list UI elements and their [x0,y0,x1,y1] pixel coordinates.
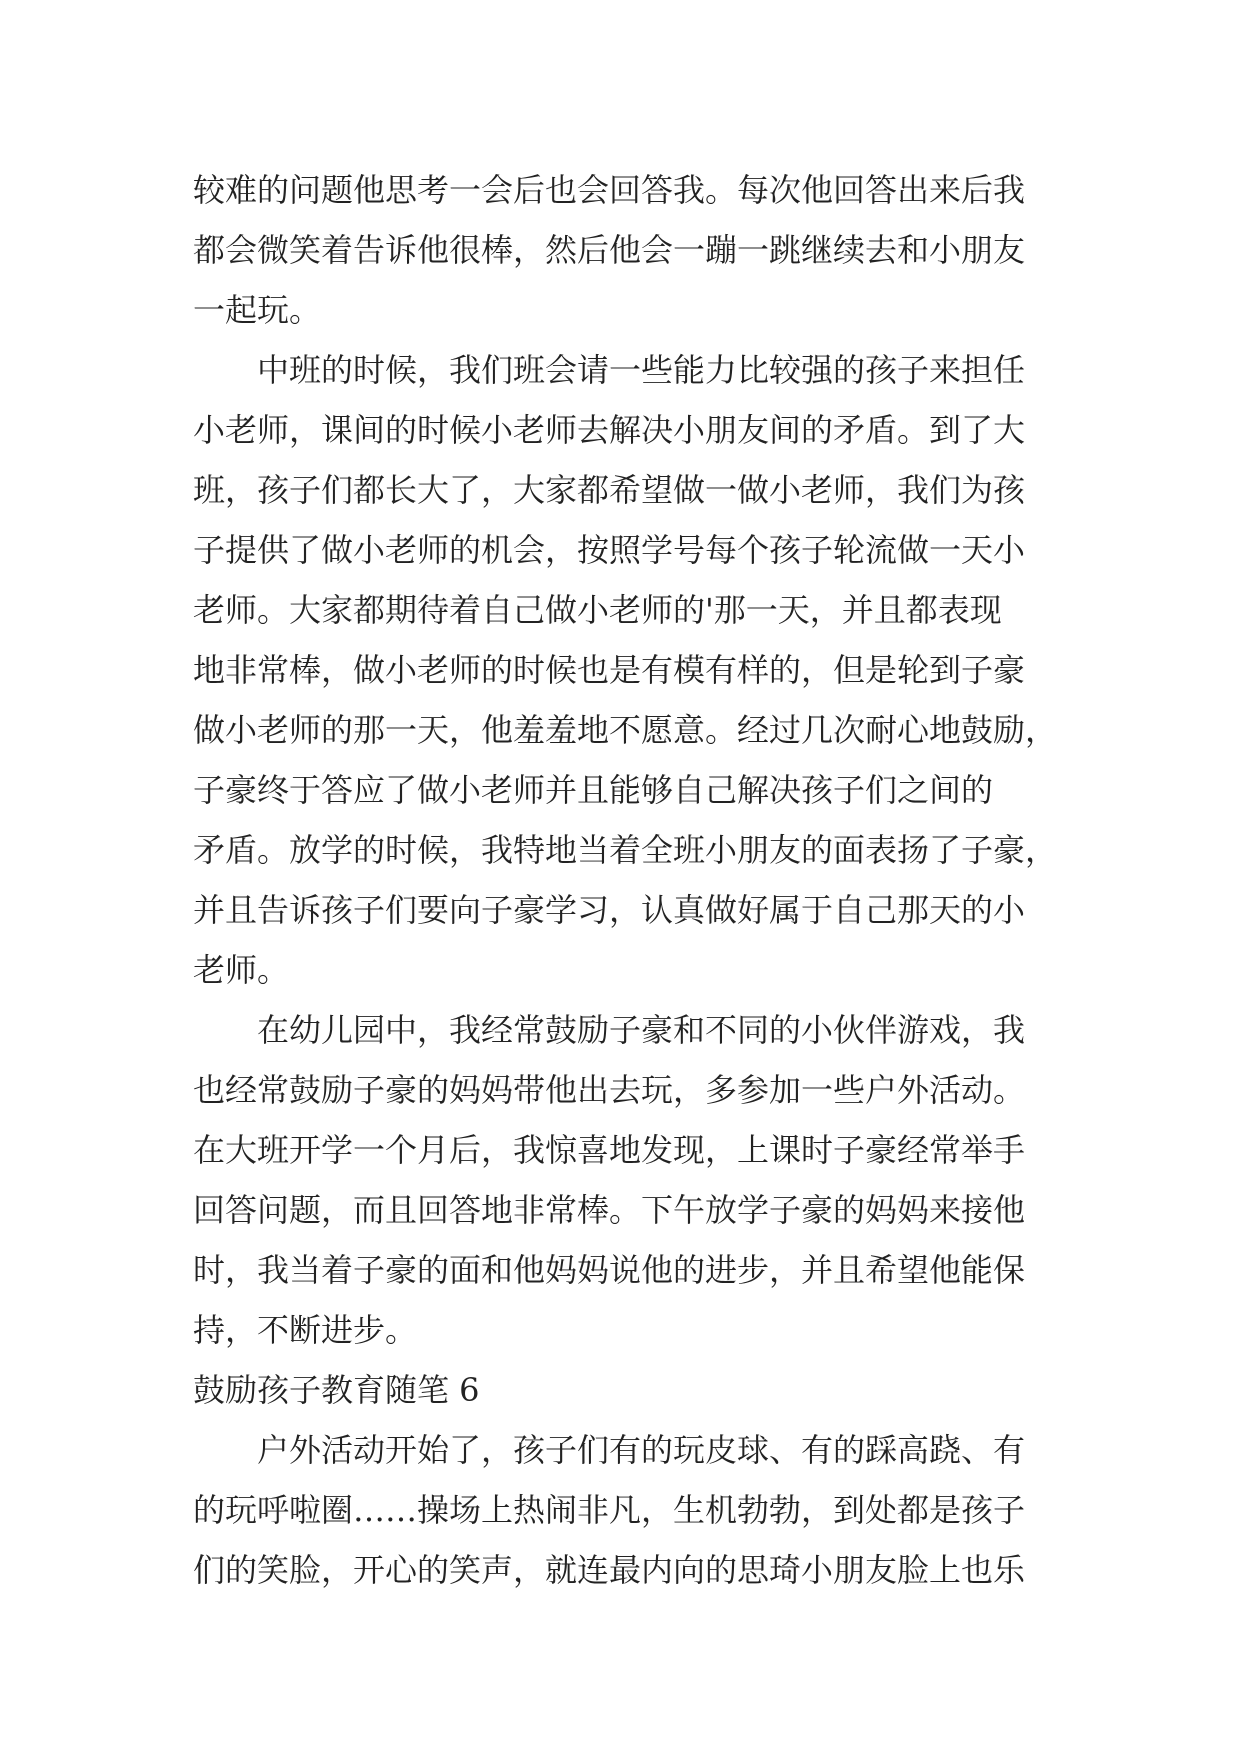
text-line: 子提供了做小老师的机会，按照学号每个孩子轮流做一天小 [193,531,1026,569]
text-line: 中班的时候，我们班会请一些能力比较强的孩子来担任 [257,351,1026,389]
section-heading [193,1360,1053,1420]
text-line: 小老师，课间的时候小老师去解决小朋友间的矛盾。到了大 [193,411,1026,449]
text-line: 在幼儿园中，我经常鼓励子豪和不同的小伙伴游戏，我 [257,1011,1026,1049]
text-line: 矛盾。放学的时候，我特地当着全班小朋友的面表扬了子豪， [193,831,1058,869]
paragraph-3 [193,1000,1053,1360]
text-line: 一起玩。 [193,291,322,329]
paragraph-2 [193,340,1058,1000]
text-line: 户外活动开始了，孩子们有的玩皮球、有的踩高跷、有 [257,1431,1026,1469]
text-line: 老师。大家都期待着自己做小老师的'那一天，并且都表现 [193,591,1002,629]
text-line: 在大班开学一个月后，我惊喜地发现，上课时子豪经常举手 [193,1131,1026,1169]
text-line: 班，孩子们都长大了，大家都希望做一做小老师，我们为孩 [193,471,1026,509]
text-line: 回答问题，而且回答地非常棒。下午放学子豪的妈妈来接他 [193,1191,1026,1229]
text-line: 的玩呼啦圈……操场上热闹非凡，生机勃勃，到处都是孩子 [193,1491,1026,1529]
text-line: 也经常鼓励子豪的妈妈带他出去玩，多参加一些户外活动。 [193,1071,1026,1109]
text-line: 并且告诉孩子们要向子豪学习，认真做好属于自己那天的小 [193,891,1026,929]
paragraph-1 [193,160,1053,340]
section-title: 鼓励孩子教育随笔 6 [193,1371,480,1409]
text-line: 较难的问题他思考一会后也会回答我。每次他回答出来后我 [193,171,1026,209]
text-line: 地非常棒，做小老师的时候也是有模有样的，但是轮到子豪 [193,651,1026,689]
text-line: 都会微笑着告诉他很棒，然后他会一蹦一跳继续去和小朋友 [193,231,1026,269]
text-line: 持，不断进步。 [193,1311,418,1349]
paragraph-4 [193,1420,1053,1600]
text-line: 们的笑脸，开心的笑声，就连最内向的思琦小朋友脸上也乐 [193,1551,1026,1589]
text-line: 子豪终于答应了做小老师并且能够自己解决孩子们之间的 [193,771,994,809]
document-body [193,160,1058,1600]
text-line: 老师。 [193,951,290,989]
text-line: 做小老师的那一天，他羞羞地不愿意。经过几次耐心地鼓励， [193,711,1058,749]
text-line: 时，我当着子豪的面和他妈妈说他的进步，并且希望他能保 [193,1251,1026,1289]
